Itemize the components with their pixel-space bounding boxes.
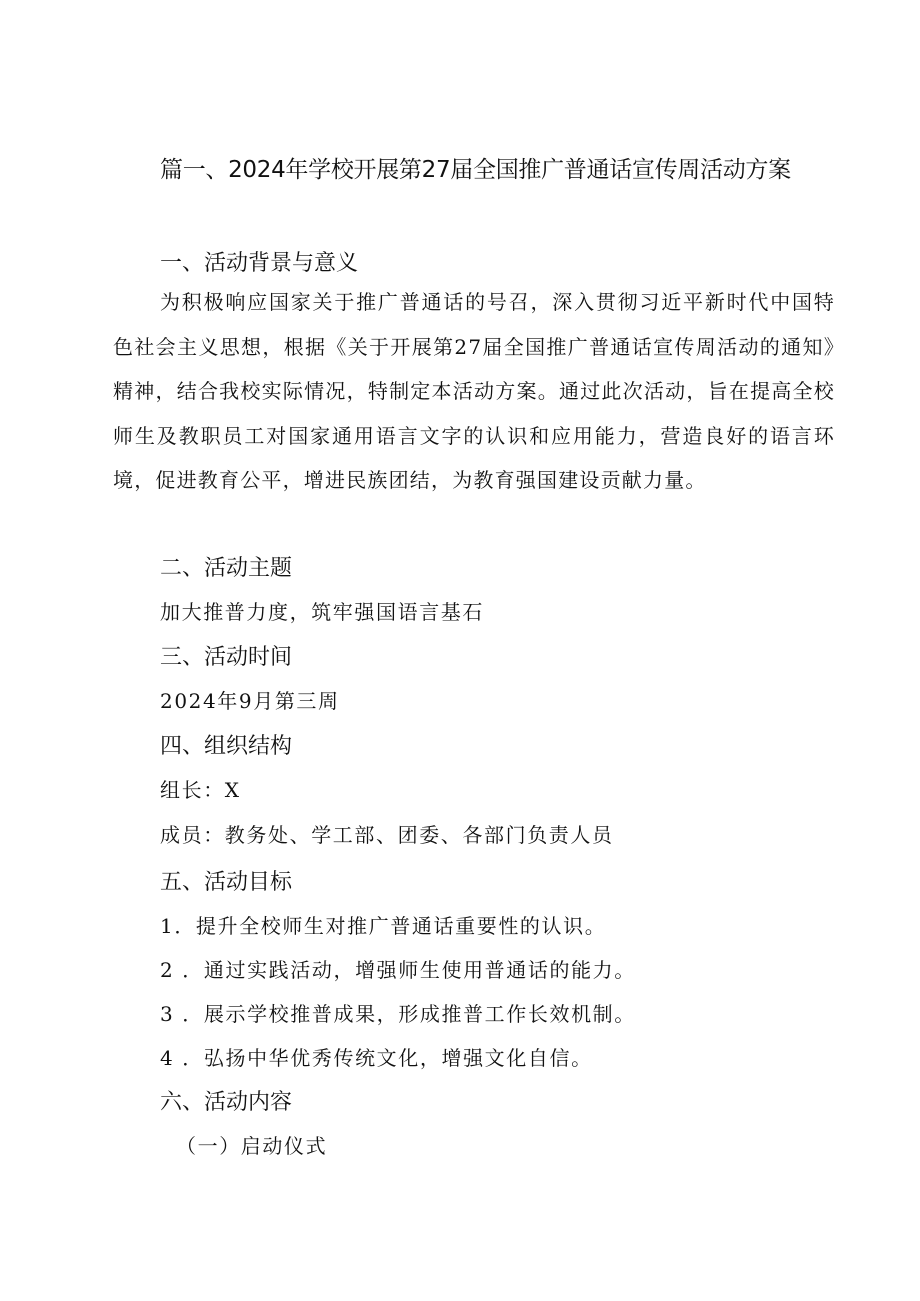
section-body-theme: 加大推普力度，筑牢强国语言基石 bbox=[160, 600, 484, 624]
goal-item: 1．提升全校师生对推广普通话重要性的认识。 bbox=[160, 914, 607, 938]
section-heading-goals: 五、活动目标 bbox=[160, 870, 293, 895]
section-body-background: 为积极响应国家关于推广普通话的号召，深入贯彻习近平新时代中国特色社会主义思想，根据《关于开展第27届全国推广普通话宣传周活动的通知》精神，结合我校实际情况，特制定本活动方案。通过此次活动，旨在提高全校师生及教职员工对国家通用语言文字的认识和应用能力，营造良好的语言环境，促进教育公平，增进民族团结，为教育强国建设贡献力量。 bbox=[113, 290, 835, 492]
goal-item: 4 ．弘扬中华优秀传统文化，增强文化自信。 bbox=[160, 1046, 593, 1070]
subsection-launch-ceremony: （一）启动仪式 bbox=[176, 1134, 328, 1158]
document-title: 篇一、2024年学校开展第27届全国推广普通话宣传周活动方案 bbox=[160, 157, 791, 183]
section-body-time: 2024年9月第三周 bbox=[160, 689, 340, 713]
organization-leader: 组长：X bbox=[160, 778, 241, 802]
section-heading-organization: 四、组织结构 bbox=[160, 734, 293, 759]
organization-members: 成员：教务处、学工部、团委、各部门负责人员 bbox=[160, 823, 614, 847]
section-heading-content: 六、活动内容 bbox=[160, 1090, 293, 1115]
goal-item: 2 ．通过实践活动，增强师生使用普通话的能力。 bbox=[160, 958, 636, 982]
section-heading-time: 三、活动时间 bbox=[160, 645, 293, 670]
section-heading-theme: 二、活动主题 bbox=[160, 556, 293, 581]
section-heading-background: 一、活动背景与意义 bbox=[160, 251, 359, 276]
goal-item: 3 ．展示学校推普成果，形成推普工作长效机制。 bbox=[160, 1002, 636, 1026]
